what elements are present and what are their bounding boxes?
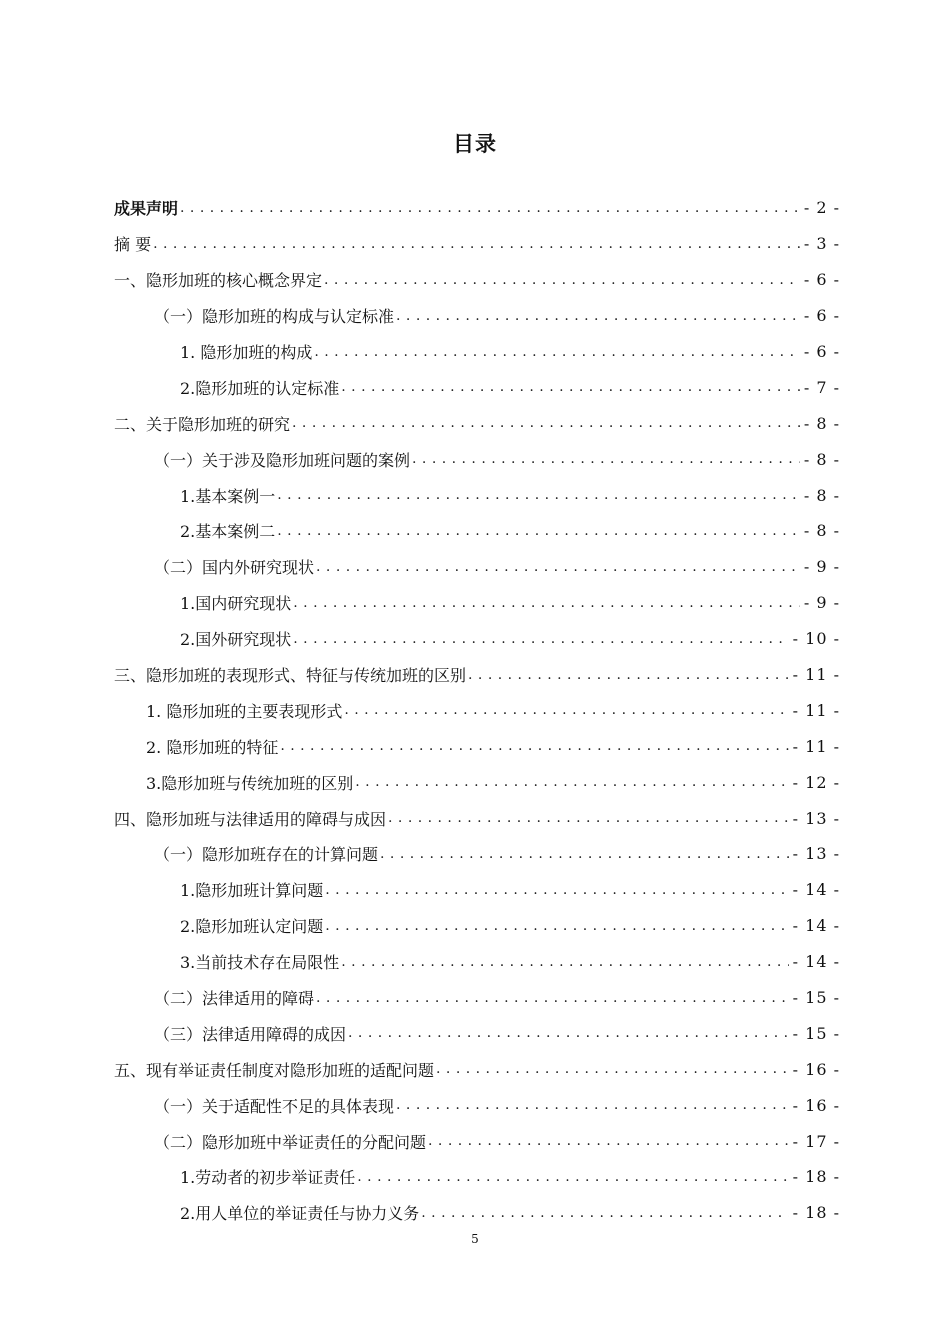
toc-entry-page: - 8 - — [803, 521, 840, 541]
toc-entry-label: （二）法律适用的障碍 — [154, 989, 315, 1009]
table-of-contents — [114, 190, 840, 1231]
dot-leader — [324, 270, 800, 290]
toc-entry-label: 1.基本案例一 — [180, 486, 276, 506]
toc-entry-label: 2.隐形加班的认定标准 — [180, 378, 340, 398]
toc-entry-page: - 18 - — [792, 1203, 840, 1223]
toc-entry-label: 1.劳动者的初步举证责任 — [180, 1168, 356, 1188]
toc-entry-page: - 14 - — [792, 880, 840, 900]
toc-entry[interactable] — [114, 477, 840, 513]
toc-entry-label: 3.当前技术存在局限性 — [180, 953, 340, 973]
toc-entry-label: （二）隐形加班中举证责任的分配问题 — [154, 1132, 427, 1152]
toc-entry-page: - 15 - — [792, 1023, 840, 1043]
toc-entry[interactable] — [114, 441, 840, 477]
toc-entry-page: - 13 - — [792, 844, 840, 864]
toc-entry-page: - 16 - — [792, 1059, 840, 1079]
toc-entry-label: 1. 隐形加班的主要表现形式 — [146, 701, 343, 721]
toc-entry[interactable] — [114, 944, 840, 980]
toc-entry-page: - 17 - — [792, 1131, 840, 1151]
toc-entry-page: - 15 - — [792, 988, 840, 1008]
toc-entry-page: - 9 - — [803, 593, 840, 613]
toc-entry-page: - 8 - — [803, 413, 840, 433]
dot-leader — [380, 844, 789, 864]
toc-entry-label: 成果声明 — [114, 199, 179, 219]
toc-entry-label: 四、隐形加班与法律适用的障碍与成因 — [114, 809, 387, 829]
toc-entry-label: （一）隐形加班的构成与认定标准 — [154, 307, 395, 327]
toc-entry-page: - 14 - — [792, 952, 840, 972]
dot-leader — [316, 557, 800, 577]
toc-entry-label: 五、现有举证责任制度对隐形加班的适配问题 — [114, 1060, 435, 1080]
toc-entry-page: - 2 - — [803, 198, 840, 218]
toc-entry-page: - 12 - — [792, 772, 840, 792]
dot-leader — [180, 198, 800, 218]
dot-leader — [421, 1203, 788, 1223]
dot-leader — [277, 521, 800, 541]
toc-entry-page: - 13 - — [792, 808, 840, 828]
dot-leader — [314, 342, 799, 362]
dot-leader — [153, 234, 800, 254]
toc-title: 目录 — [453, 132, 497, 156]
dot-leader — [388, 808, 789, 828]
dot-leader — [348, 1023, 789, 1043]
toc-entry[interactable] — [114, 1015, 840, 1051]
dot-leader — [325, 916, 788, 936]
toc-entry[interactable] — [114, 369, 840, 405]
toc-entry-label: 2.隐形加班认定问题 — [180, 917, 324, 937]
toc-entry-label: （一）关于适配性不足的具体表现 — [154, 1096, 395, 1116]
dot-leader — [468, 665, 789, 685]
toc-entry-page: - 6 - — [803, 306, 840, 326]
dot-leader — [344, 700, 788, 720]
dot-leader — [293, 629, 788, 649]
toc-entry-page: - 16 - — [792, 1095, 840, 1115]
toc-entry-label: （三）法律适用障碍的成因 — [154, 1024, 347, 1044]
page-number: 5 — [471, 1232, 479, 1246]
toc-entry[interactable] — [114, 1087, 840, 1123]
toc-entry-label: 2.基本案例二 — [180, 522, 276, 542]
toc-entry-page: - 3 - — [803, 234, 840, 254]
toc-entry[interactable] — [114, 298, 840, 334]
toc-entry[interactable] — [114, 1123, 840, 1159]
toc-entry[interactable] — [114, 513, 840, 549]
dot-leader — [428, 1131, 789, 1151]
toc-entry[interactable] — [114, 800, 840, 836]
toc-entry-page: - 8 - — [803, 485, 840, 505]
dot-leader — [355, 772, 788, 792]
toc-entry-label: （二）国内外研究现状 — [154, 558, 315, 578]
dot-leader — [341, 377, 800, 397]
toc-entry-label: 2. 隐形加班的特征 — [146, 737, 279, 757]
toc-entry-page: - 9 - — [803, 557, 840, 577]
toc-entry[interactable] — [114, 692, 840, 728]
toc-entry[interactable] — [114, 226, 840, 262]
dot-leader — [277, 485, 800, 505]
dot-leader — [357, 1167, 788, 1187]
toc-entry-page: - 6 - — [803, 342, 840, 361]
toc-entry-label: 1.国内研究现状 — [180, 594, 292, 614]
dot-leader — [292, 413, 800, 433]
toc-entry-label: 2.国外研究现状 — [180, 630, 292, 650]
dot-leader — [412, 449, 800, 469]
toc-entry-page: - 11 - — [792, 736, 840, 756]
toc-entry[interactable] — [114, 549, 840, 585]
toc-entry-label: 摘 要 — [114, 235, 152, 255]
toc-entry-label: 2.用人单位的举证责任与协力义务 — [180, 1204, 420, 1224]
toc-entry-label: 1. 隐形加班的构成 — [180, 343, 313, 362]
toc-entry-page: - 11 - — [792, 700, 840, 720]
toc-entry[interactable] — [114, 836, 840, 872]
toc-entry-label: （一）关于涉及隐形加班问题的案例 — [154, 450, 411, 470]
toc-entry-page: - 14 - — [792, 916, 840, 936]
dot-leader — [341, 952, 788, 972]
toc-entry[interactable] — [114, 657, 840, 693]
dot-leader — [396, 1095, 789, 1115]
toc-entry[interactable] — [114, 405, 840, 441]
toc-entry-page: - 11 - — [792, 665, 840, 685]
toc-entry-page: - 6 - — [803, 270, 840, 290]
toc-entry-label: 3.隐形加班与传统加班的区别 — [146, 773, 354, 793]
toc-entry[interactable] — [114, 1051, 840, 1087]
dot-leader — [293, 593, 800, 613]
toc-entry[interactable] — [114, 262, 840, 298]
dot-leader — [436, 1059, 789, 1079]
dot-leader — [396, 306, 800, 326]
toc-entry[interactable] — [114, 764, 840, 800]
toc-entry[interactable] — [114, 585, 840, 621]
toc-entry-label: 一、隐形加班的核心概念界定 — [114, 271, 323, 291]
toc-entry[interactable] — [114, 1159, 840, 1195]
toc-entry-label: 1.隐形加班计算问题 — [180, 881, 324, 901]
dot-leader — [316, 988, 789, 1008]
toc-entry[interactable] — [114, 334, 840, 370]
toc-entry[interactable] — [114, 621, 840, 657]
dot-leader — [280, 736, 788, 756]
toc-entry-page: - 7 - — [803, 377, 840, 397]
toc-entry-page: - 18 - — [792, 1167, 840, 1187]
toc-entry[interactable] — [114, 872, 840, 908]
toc-entry-page: - 10 - — [792, 629, 840, 649]
toc-entry-page: - 8 - — [803, 449, 840, 469]
toc-entry[interactable] — [114, 190, 840, 226]
toc-entry-label: （一）隐形加班存在的计算问题 — [154, 845, 379, 865]
toc-entry[interactable] — [114, 908, 840, 944]
toc-entry[interactable] — [114, 1195, 840, 1231]
toc-entry-label: 二、关于隐形加班的研究 — [114, 414, 291, 434]
toc-entry[interactable] — [114, 728, 840, 764]
toc-entry-label: 三、隐形加班的表现形式、特征与传统加班的区别 — [114, 666, 467, 686]
dot-leader — [325, 880, 788, 900]
toc-entry[interactable] — [114, 980, 840, 1016]
